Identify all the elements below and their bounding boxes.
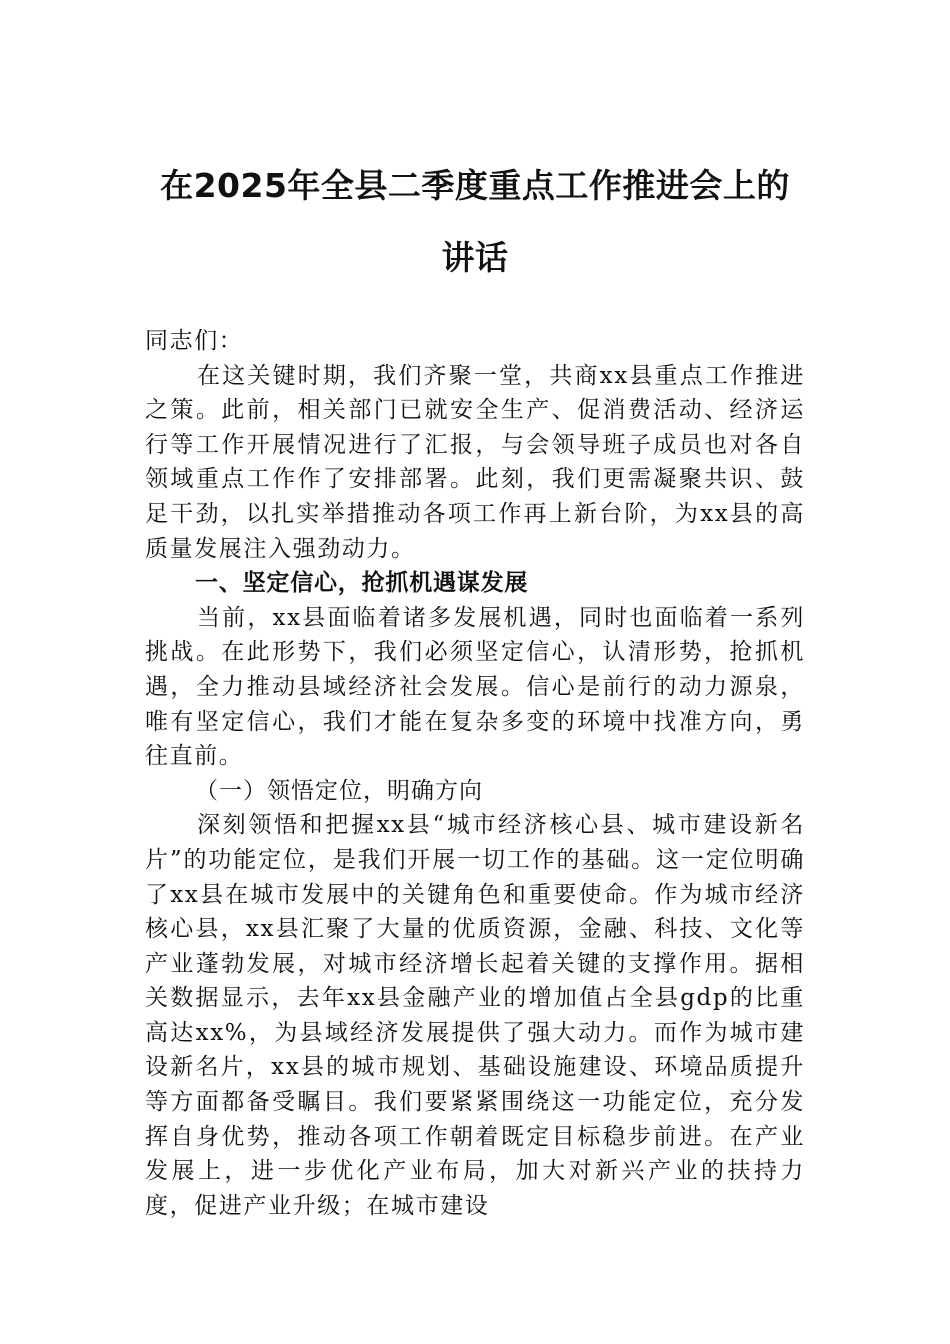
salutation: 同志们： — [145, 328, 244, 354]
paragraph-section-1: 当前，xx县面临着诸多发展机遇，同时也面临着一系列挑战。在此形势下，我们必须坚定信心，认清形势，抢抓机遇，全力推动县域经济社会发展。信心是前行的动力源泉，唯有坚定信心，我们才能在复杂多变的环境中找准方向，勇往直前。 — [145, 604, 805, 770]
paragraph-intro: 在这关键时期，我们齐聚一堂，共商xx县重点工作推进之策。此前，相关部门已就安全生产、促消费活动、经济运行等工作开展情况进行了汇报，与会领导班子成员也对各自领域重点工作作了安排部署。此刻，我们更需凝聚共识、鼓足干劲，以扎实举措推动各项工作再上新台阶，为xx县的高质量发展注入强劲动力。 — [145, 362, 805, 562]
section-heading-1: 一、坚定信心，抢抓机遇谋发展 — [195, 570, 529, 597]
paragraph-subsection-1: 深刻领悟和把握xx县“城市经济核心县、城市建设新名片”的功能定位，是我们开展一切工作的基础。这一定位明确了xx县在城市发展中的关键角色和重要使命。作为城市经济核心县，xx县汇聚了大量的优质资源，金融、科技、文化等产业蓬勃发展，对城市经济增长起着关键的支撑作用。据相关数据显示，去年xx县金融产业的增加值占全县gdp的比重高达xx%，为县域经济发展提供了强大动力。而作为城市建设新名片，xx县的城市规划、基础设施建设、环境品质提升等方面都备受瞩目。我们要紧紧围绕这一功能定位，充分发挥自身优势，推动各项工作朝着既定目标稳步前进。在产业发展上，进一步优化产业布局，加大对新兴产业的扶持力度，促进产业升级；在城市建设 — [145, 812, 805, 1219]
subsection-heading-1: （一）领悟定位，明确方向 — [195, 777, 483, 804]
document-title: 在2025年全县二季度重点工作推进会上的讲话 — [160, 166, 790, 277]
document-body — [145, 324, 805, 1223]
